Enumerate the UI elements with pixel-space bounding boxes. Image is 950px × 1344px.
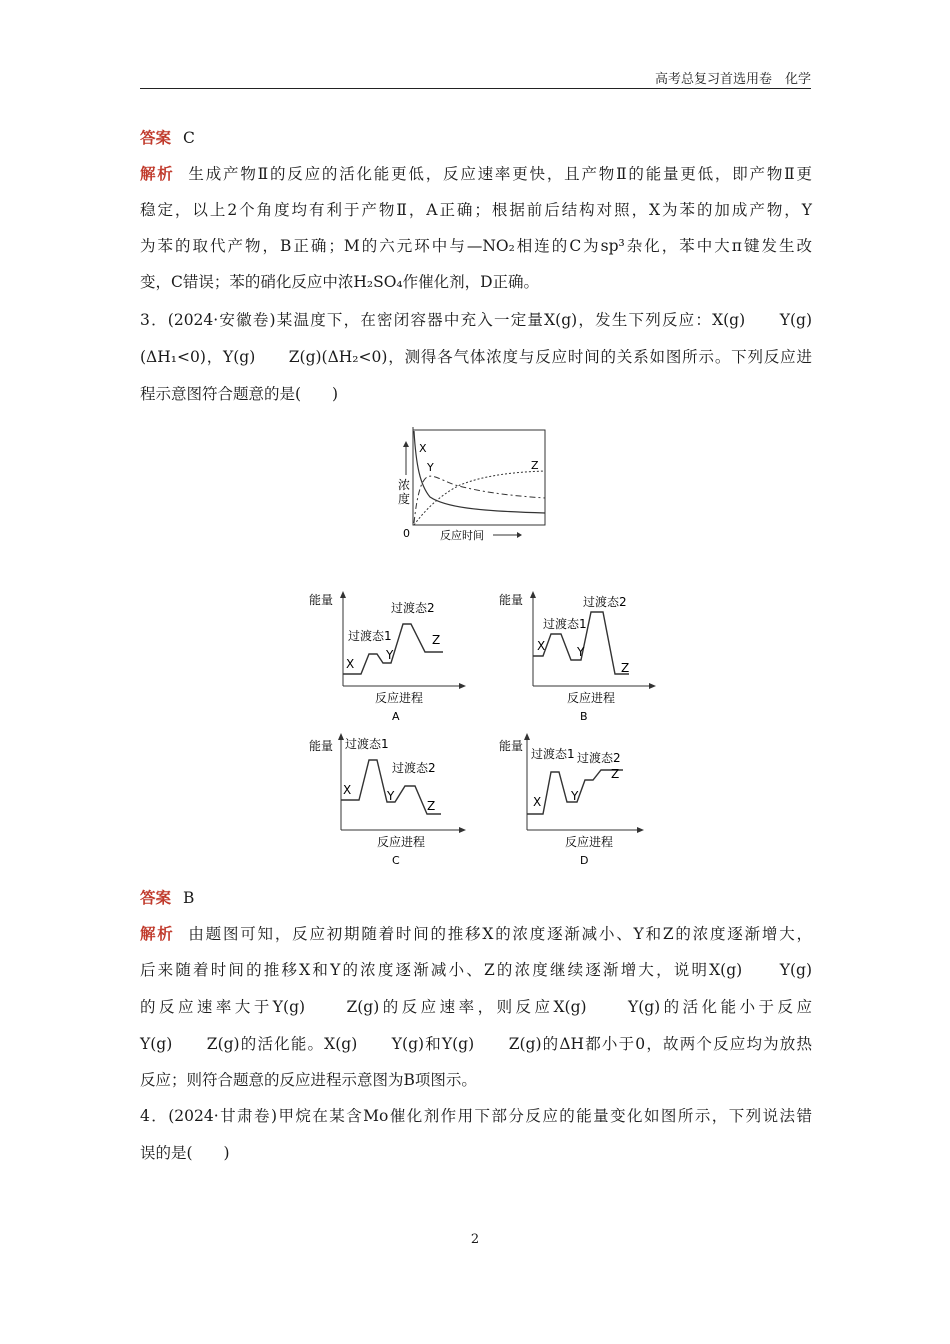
option-d-diagram — [497, 730, 657, 870]
svg-text:过渡态1: 过渡态1 — [348, 629, 392, 643]
svg-text:X: X — [533, 795, 542, 809]
svg-text:Y: Y — [386, 648, 394, 662]
svg-text:反应进程: 反应进程 — [377, 835, 426, 849]
q3-analysis-line-1: 解析 由题图可知，反应初期随着时间的推移X的浓度逐渐减小、Y和Z的浓度逐渐增大， — [140, 924, 812, 943]
svg-text:Z: Z — [611, 767, 620, 781]
svg-text:过渡态1: 过渡态1 — [543, 617, 587, 631]
svg-text:X: X — [343, 783, 352, 797]
page-number: 2 — [470, 1232, 480, 1247]
graph-frame — [413, 430, 545, 525]
x-axis-label: 反应时间 — [440, 529, 484, 542]
answer-label: 答案 — [140, 128, 172, 147]
q2-analysis-line-4: 变，C错误；苯的硝化反应中浓H₂SO₄作催化剂，D正确。 — [140, 273, 540, 291]
svg-text:Y: Y — [571, 789, 579, 803]
svg-text:过渡态2: 过渡态2 — [583, 595, 627, 609]
q3-analysis-line-2: 后来随着时间的推移X和Y的浓度逐渐减小、Z的浓度继续逐渐增大，说明X(g) Y(g) — [140, 961, 812, 979]
q4-stem-line-1: 4．(2024·甘肃卷)甲烷在某含Mo催化剂作用下部分反应的能量变化如图所示，下列说法错 — [140, 1107, 812, 1125]
y-axis-label-1: 浓 — [398, 478, 411, 492]
option-b-letter: B — [580, 710, 588, 723]
svg-text:反应进程: 反应进程 — [567, 691, 616, 705]
header-title: 高考总复习首选用卷 化学 — [654, 72, 811, 87]
curve-label-y: Y — [427, 461, 434, 474]
svg-text:反应进程: 反应进程 — [375, 691, 424, 705]
option-c-letter: C — [392, 854, 400, 867]
analysis-label: 解析 — [140, 164, 175, 183]
svg-text:Z: Z — [621, 661, 630, 675]
svg-text:反应进程: 反应进程 — [565, 835, 614, 849]
origin-label: 0 — [403, 527, 410, 540]
q2-analysis-line-3: 为苯的取代产物，B正确；M的六元环中与—NO₂相连的C为sp³杂化，苯中大π键发生改 — [140, 237, 812, 255]
svg-text:能量: 能量 — [309, 593, 334, 607]
q4-stem-line-2: 误的是( ) — [140, 1144, 230, 1162]
svg-text:X: X — [346, 657, 355, 671]
q3-answer-line: 答案 B — [140, 888, 195, 907]
q2-answer-line — [140, 128, 812, 148]
concentration-time-graph — [395, 425, 555, 545]
svg-text:Z: Z — [432, 633, 441, 647]
svg-text:Y: Y — [387, 789, 395, 803]
option-b-diagram — [497, 588, 657, 728]
q3-stem-line-3: 程示意图符合题意的是( ) — [140, 385, 339, 403]
svg-text:能量: 能量 — [309, 739, 334, 753]
curve-z — [414, 471, 545, 525]
svg-text:能量: 能量 — [499, 739, 524, 753]
q2-answer: C — [183, 129, 195, 147]
option-a-letter: A — [392, 710, 400, 723]
svg-text:过渡态2: 过渡态2 — [392, 761, 436, 775]
svg-text:过渡态2: 过渡态2 — [577, 751, 621, 765]
curve-label-z: Z — [531, 459, 539, 472]
q3-analysis-line-3: 的反应速率大于Y(g) Z(g)的反应速率，则反应X(g) Y(g)的活化能小于反应 — [140, 998, 812, 1016]
q2-analysis-line-2: 稳定，以上2个角度均有利于产物Ⅱ，A正确；根据前后结构对照，X为苯的加成产物，Y — [140, 201, 812, 219]
q3-stem-line-2: (ΔH₁<0)，Y(g) Z(g)(ΔH₂<0)，测得各气体浓度与反应时间的关系如图所示。下列反应进 — [140, 348, 812, 366]
svg-text:能量: 能量 — [499, 593, 524, 607]
svg-text:过渡态1: 过渡态1 — [345, 737, 389, 751]
option-c-diagram — [307, 730, 467, 870]
q3-stem-line-1: 3．(2024·安徽卷)某温度下，在密闭容器中充入一定量X(g)，发生下列反应：X(g) Y(g) — [140, 311, 812, 329]
page-header — [140, 66, 811, 89]
option-d-letter: D — [580, 854, 589, 867]
q3-analysis-line-5: 反应；则符合题意的反应进程示意图为B项图示。 — [140, 1071, 477, 1089]
q2-analysis-line-1: 解析 生成产物Ⅱ的反应的活化能更低，反应速率更快，且产物Ⅱ的能量更低，即产物Ⅱ更 — [140, 164, 812, 183]
q3-answer: B — [183, 889, 195, 907]
q3-analysis-line-4: Y(g) Z(g)的活化能。X(g) Y(g)和Y(g) Z(g)的ΔH都小于0，故两个反应均为放热 — [140, 1035, 812, 1053]
y-axis-label-2: 度 — [398, 492, 411, 506]
option-a-diagram — [307, 588, 467, 728]
svg-text:过渡态2: 过渡态2 — [391, 601, 435, 615]
curve-label-x: X — [419, 442, 427, 455]
svg-text:X: X — [537, 639, 546, 653]
svg-text:Y: Y — [577, 645, 585, 659]
svg-text:Z: Z — [427, 799, 436, 813]
svg-text:过渡态1: 过渡态1 — [531, 747, 575, 761]
